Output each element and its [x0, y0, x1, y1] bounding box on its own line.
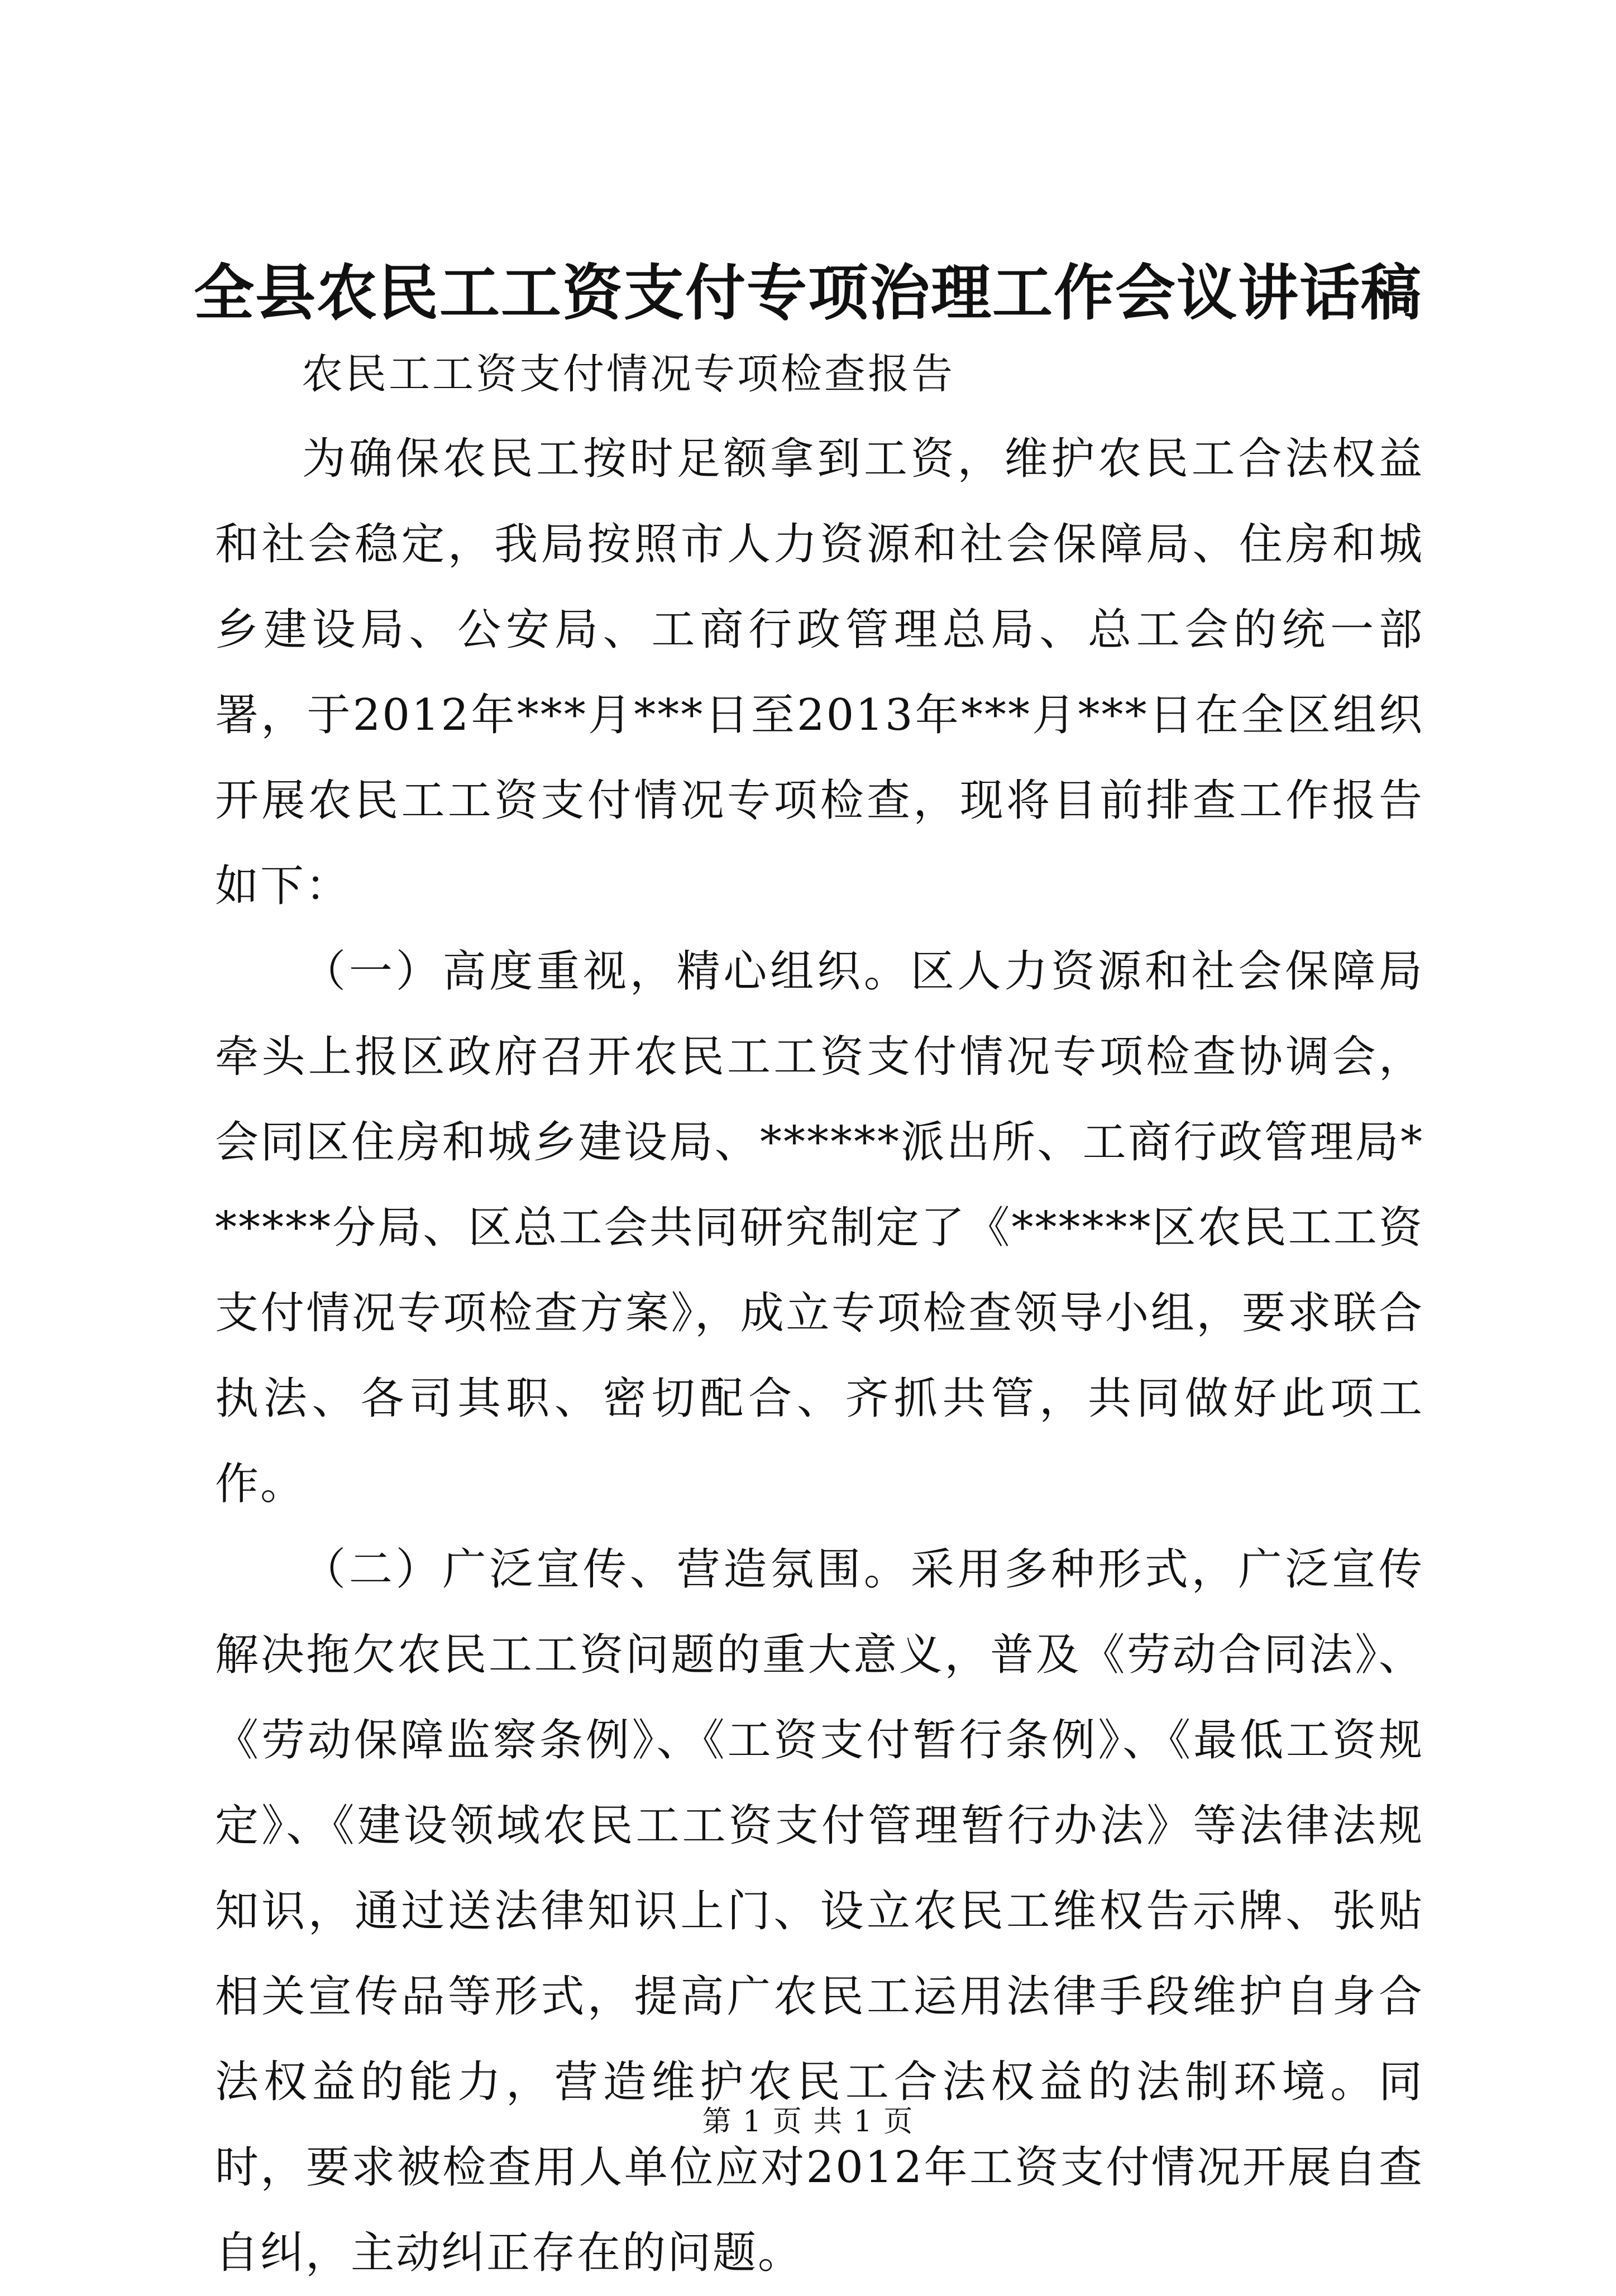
- document-body: [215, 417, 1424, 2296]
- body-paragraph: （一）高度重视，精心组织。区人力资源和社会保障局牵头上报区政府召开农民工工资支付情况专项检查协调会，会同区住房和城乡建设局、******派出所、工商行政管理局******分局、区总工会共同研究制定了《******区农民工工资支付情况专项检查方案》，成立专项检查领导小组，要求联合执法、各司其职、密切配合、齐抓共管，共同做好此项工作。: [215, 946, 1424, 1509]
- document-title: 全县农民工工资支付专项治理工作会议讲话稿: [193, 258, 1422, 328]
- body-paragraph: 为确保农民工按时足额拿到工资，维护农民工合法权益和社会稳定，我局按照市人力资源和社会保障局、住房和城乡建设局、公安局、工商行政管理总局、总工会的统一部署，于2012年***月***日至2013年***月***日在全区组织开展农民工工资支付情况专项检查，现将目前排查工作报告如下：: [215, 434, 1424, 911]
- body-paragraph: （二）广泛宣传、营造氛围。采用多种形式，广泛宣传解决拖欠农民工工资问题的重大意义，普及《劳动合同法》、《劳动保障监察条例》、《工资支付暂行条例》、《最低工资规定》、《建设领域农民工工资支付管理暂行办法》等法律法规知识，通过送法律知识上门、设立农民工维权告示牌、张贴相关宣传品等形式，提高广农民工运用法律手段维护自身合法权益的能力，营造维护农民工合法权益的法制环境。同时，要求被检查用人单位应对2012年工资支付情况开展自查自纠，主动纠正存在的问题。: [215, 1544, 1424, 2278]
- document-subtitle: 农民工工资支付情况专项检查报告: [302, 350, 955, 398]
- page-footer: 第 1 页 共 1 页: [702, 2105, 914, 2139]
